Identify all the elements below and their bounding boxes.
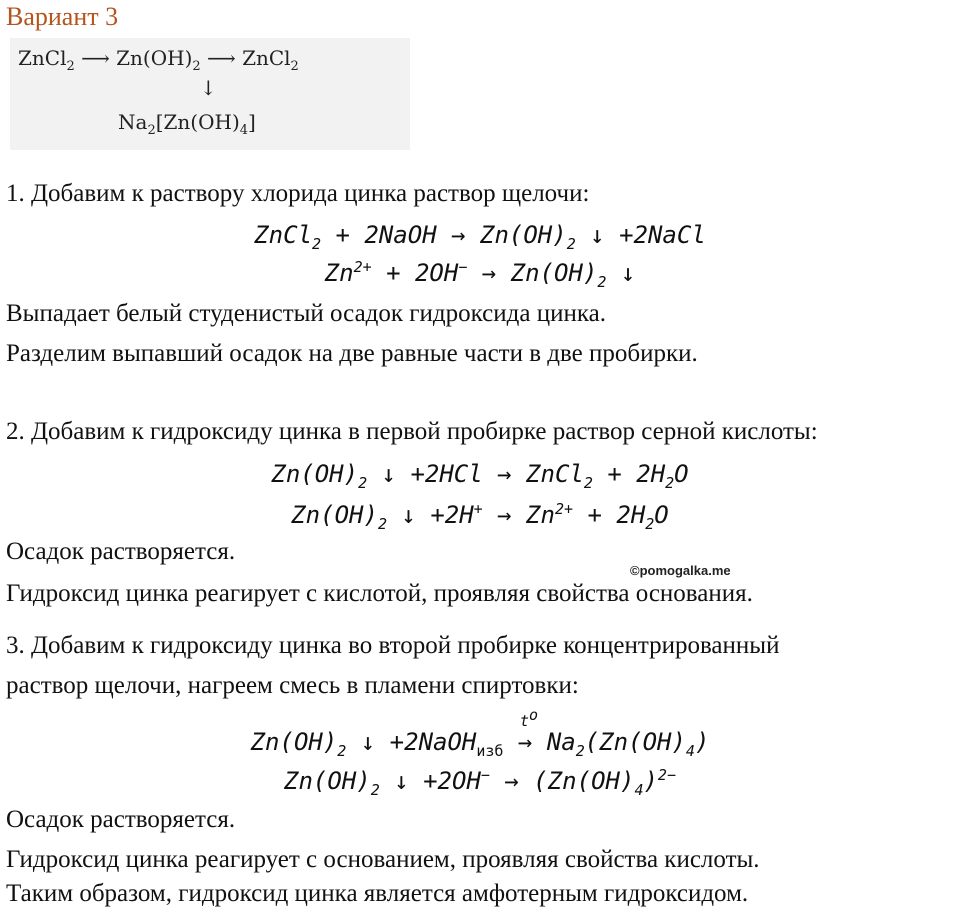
step2-line-2: Гидроксид цинка реагирует с кислотой, проявляя свойства основания. xyxy=(6,580,753,607)
step2-line-1: Осадок растворяется. xyxy=(6,538,236,565)
scheme-na2-complex: $Na_2[Zn(OH)_4]$ xyxy=(118,110,256,138)
step3-line-1: Осадок растворяется. xyxy=(6,806,236,833)
step1-equation-2: $Zn^{2+} + 2OH^- \to Zn(OH)_2$ ↓ xyxy=(324,258,636,291)
watermark: ©pomogalka.me xyxy=(630,563,731,578)
scheme-zncl2-start: ZnCl$_2$ xyxy=(18,46,75,74)
transformation-scheme xyxy=(10,38,410,150)
scheme-top-row xyxy=(18,46,299,74)
scheme-znoh2: $Zn(OH)_2$ xyxy=(116,46,201,74)
step3-equation-1: $Zn(OH)_2$ ↓ +2NaOH$_{изб}$ → $t^o$ $Na_2(Zn(OH)_4)$ xyxy=(250,706,710,760)
heating-arrow: → $t^o$ xyxy=(517,706,538,756)
variant-heading: Вариант 3 xyxy=(6,2,119,31)
step2-intro: 2. Добавим к гидроксиду цинка в первой пробирке раствор серной кислоты: xyxy=(6,418,818,445)
scheme-arrow-2: ⟶ xyxy=(207,46,236,70)
step3-intro-1: 3. Добавим к гидроксиду цинка во второй пробирке концентрированный xyxy=(6,632,780,659)
step3-equation-2: $Zn(OH)_2$ ↓ $+2OH^- \to (Zn(OH)_4)^{2-}$ xyxy=(284,766,676,799)
step2-equation-2: $Zn(OH)_2$ ↓ $+2H^+ \to Zn^{2+} + 2H_2O$ xyxy=(291,500,669,533)
step1-line-2: Разделим выпавший осадок на две равные части в две пробирки. xyxy=(6,340,698,367)
scheme-zncl2-end: ZnCl$_2$ xyxy=(242,46,299,74)
step3-intro-2: раствор щелочи, нагреем смесь в пламени спиртовки: xyxy=(6,672,579,699)
scheme-down-arrow: ↓ xyxy=(200,76,217,100)
scheme-arrow-1: ⟶ xyxy=(81,46,110,70)
step3-line-3: Таким образом, гидроксид цинка является амфотерным гидроксидом. xyxy=(6,880,749,907)
step1-equation-1: ZnCl$_2$ + 2NaOH → $Zn(OH)_2$ ↓ +2NaCl xyxy=(254,221,706,253)
step1-intro: 1. Добавим к раствору хлорида цинка раствор щелочи: xyxy=(6,180,590,207)
step3-line-2: Гидроксид цинка реагирует с основанием, проявляя свойства кислоты. xyxy=(6,846,760,873)
step2-equation-1: $Zn(OH)_2$ ↓ +2HCl → ZnCl$_2$ + $2H_2O$ xyxy=(271,460,689,492)
step1-line-1: Выпадает белый студенистый осадок гидроксида цинка. xyxy=(6,300,606,327)
